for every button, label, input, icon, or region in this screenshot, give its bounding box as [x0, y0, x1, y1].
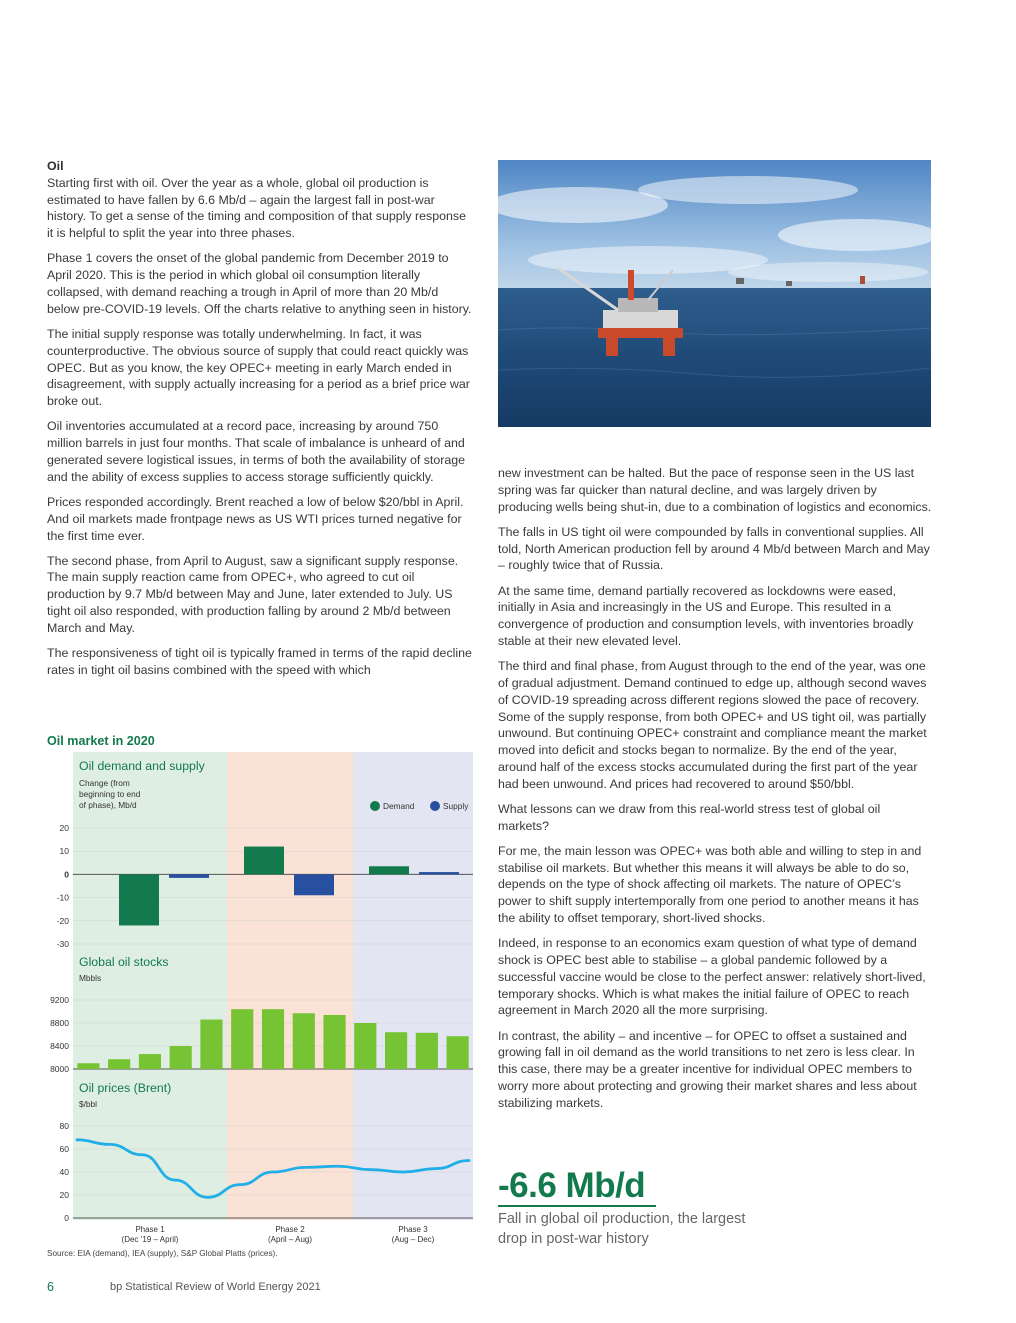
- callout-divider: [498, 1205, 656, 1207]
- panel-title: Oil prices (Brent): [79, 1081, 172, 1095]
- y-tick-label: 60: [59, 1144, 69, 1154]
- y-tick-label: 0: [64, 869, 69, 880]
- x-tick-label: Phase 1: [135, 1225, 165, 1234]
- paragraph: At the same time, demand partially recovered as lockdowns were eased, initially in Asia and increasingly in the US and Europe. This resulted in a convergence of production and consumption levels, with inventories broadly stable at their new elevated level.: [498, 583, 914, 648]
- y-tick-label: 0: [64, 1213, 69, 1223]
- bar-stocks: [447, 1036, 469, 1069]
- paragraph: Oil inventories accumulated at a record pace, increasing by around 750 million barrels in just four months. That scale of imbalance is unheard of and generated severe logistical issues, in terms of both the availability of storage and the ability of excess supplies to access storage sufficiently quickly.: [47, 419, 466, 484]
- paragraph: new investment can be halted. But the pace of response seen in the US last spring was far quicker than natural decline, and was largely driven by producing wells being shut-in, due to a combination of logistics and economics.: [498, 466, 932, 514]
- bar-stocks: [108, 1059, 130, 1069]
- x-tick-label: Phase 3: [398, 1225, 428, 1234]
- y-tick-label: -30: [56, 939, 69, 949]
- bar-demand: [119, 874, 159, 925]
- y-tick-label: -20: [56, 915, 69, 926]
- phase-band: [73, 752, 227, 1220]
- paragraph: The responsiveness of tight oil is typically framed in terms of the rapid decline rates in tight oil basins combined with the speed with which: [47, 646, 472, 677]
- footer-title: bp Statistical Review of World Energy 2021: [110, 1281, 321, 1293]
- callout-number: -6.6 Mb/d: [498, 1166, 646, 1205]
- bar-demand: [369, 866, 409, 874]
- right-column: [498, 465, 933, 1120]
- section-heading: Oil: [47, 159, 64, 173]
- panel-title: Oil demand and supply: [79, 759, 205, 773]
- paragraph: The second phase, from April to August, saw a significant supply response. The main supply reaction came from OPEC+, who agreed to cut oil production by 9.7 Mb/d between May and June, later extended to July. US tight oil also responded, with production falling by around 2 Mb/d between March and May.: [47, 553, 459, 635]
- y-tick-label: 10: [59, 846, 69, 857]
- paragraph: For me, the main lesson was OPEC+ was both able and willing to step in and stabilise oil markets. But whether this means it will always be able to do so, depends on the type of shock affecting oil markets. The nature of OPEC’s power to shift supply intertemporally from one period to another means it has the ability to offset temporary, short-lived shocks.: [498, 843, 922, 926]
- chart-title: Oil market in 2020: [47, 734, 155, 748]
- axis-label: $/bbl: [79, 1099, 97, 1109]
- y-tick-label: 8800: [50, 1018, 69, 1028]
- chart-source: Source: EIA (demand), IEA (supply), S&P Global Platts (prices).: [47, 1249, 278, 1258]
- legend-supply-label: Supply: [443, 801, 469, 811]
- paragraph: What lessons can we draw from this real-world stress test of global oil markets?: [498, 801, 881, 833]
- bar-stocks: [323, 1015, 345, 1069]
- x-tick-sublabel: (April – Aug): [267, 1235, 313, 1244]
- y-tick-label: 8400: [50, 1041, 69, 1051]
- left-column: [47, 158, 472, 687]
- bar-stocks: [354, 1023, 376, 1069]
- paragraph: Phase 1 covers the onset of the global pandemic from December 2019 to April 2020. This is the period in which global oil consumption literally collapsed, with demand reaching a trough in April of more than 20 Mb/d below pre-COVID-19 levels. Off the charts relative to anything seen in history.: [47, 251, 472, 316]
- paragraph: Indeed, in response to an economics exam question of what type of demand shock is OPEC best able to stabilise – a global pandemic followed by a successful vaccine would be close to the perfect answer: relatively short-lived, temporary shocks. Which is what makes the initial failure of OPEC to reach agreement in March 2020 all the more surprising.: [498, 936, 926, 1018]
- axis-label-line: of phase), Mb/d: [79, 800, 137, 810]
- bar-stocks: [231, 1009, 253, 1069]
- phase-band: [353, 752, 473, 1220]
- bar-stocks: [293, 1013, 315, 1069]
- axis-label-line: beginning to end: [79, 789, 141, 799]
- oil-market-chart: [47, 732, 477, 1272]
- y-tick-label: 9200: [50, 995, 69, 1005]
- y-tick-label: 80: [59, 1121, 69, 1131]
- axis-label: Mbbls: [79, 973, 102, 983]
- x-tick-sublabel: (Dec ’19 – April): [121, 1235, 179, 1244]
- bar-stocks: [77, 1063, 99, 1069]
- paragraph: Starting first with oil. Over the year as a whole, global oil production is estimated to have fallen by 6.6 Mb/d – again the largest fall in post-war history. To get a sense of the timing and composition of that supply response it is helpful to split the year into three phases.: [47, 175, 466, 241]
- legend-demand-marker: [370, 801, 380, 811]
- callout-caption: Fall in global oil production, the largest drop in post-war history: [498, 1211, 746, 1247]
- x-tick-label: Phase 2: [275, 1225, 305, 1234]
- bar-stocks: [200, 1020, 222, 1069]
- offshore-oil-platform-photo: [498, 160, 931, 427]
- x-tick-sublabel: (Aug – Dec): [391, 1235, 435, 1244]
- paragraph: The initial supply response was totally underwhelming. In fact, it was counterproductive. The obvious source of supply that could react quickly was OPEC. But as you know, the key OPEC+ meeting in early March ended in disagreement, with supply actually increasing for a period as a brief price war broke out.: [47, 326, 470, 409]
- bar-supply: [419, 872, 459, 874]
- paragraph: The falls in US tight oil were compounded by falls in conventional supplies. All told, North American production fell by around 4 Mb/d between March and May – roughly twice that of Russia.: [498, 524, 930, 573]
- y-tick-label: 8000: [50, 1064, 69, 1074]
- bar-stocks: [139, 1054, 161, 1069]
- panel-title: Global oil stocks: [79, 955, 169, 969]
- bar-stocks: [170, 1046, 192, 1069]
- y-tick-label: 20: [59, 823, 69, 833]
- bar-stocks: [416, 1033, 438, 1069]
- legend-demand-label: Demand: [383, 801, 415, 811]
- legend-supply-marker: [430, 801, 440, 811]
- bar-demand: [244, 847, 284, 875]
- paragraph: The third and final phase, from August through to the end of the year, was one of gradual adjustment. Demand continued to edge up, although second waves of COVID-19 spreading across different regions slowed the pace of recovery. Some of the supply response, from both OPEC+ and US tight oil, was partially unwound. But continuing OPEC+ constraint and compliance meant the market moved into deficit and stocks began to normalize. By the end of the year, around half of the excess stocks accumulated during the first part of the year had been unwound. And prices had recovered to around $50/bbl.: [498, 659, 927, 791]
- y-tick-label: 40: [59, 1167, 69, 1177]
- page-number: 6: [47, 1280, 54, 1294]
- paragraph: Prices responded accordingly. Brent reached a low of below $20/bbl in April. And oil markets made frontpage news as US WTI prices turned negative for the first time ever.: [47, 494, 464, 543]
- phase-band: [227, 752, 353, 1220]
- chart-canvas: [47, 732, 477, 1247]
- paragraph: In contrast, the ability – and incentive – for OPEC to offset a sustained and growing fall in oil demand as the world transitions to net zero is less clear. In this case, there may be a greater incentive for individual OPEC members to worry more about protecting and growing their market shares and less about stabilizing markets.: [498, 1028, 917, 1110]
- bar-stocks: [262, 1009, 284, 1069]
- bar-supply: [169, 874, 209, 877]
- axis-label-line: Change (from: [79, 778, 130, 788]
- y-tick-label: -10: [56, 892, 69, 903]
- bar-stocks: [385, 1032, 407, 1069]
- bar-supply: [294, 874, 334, 895]
- y-tick-label: 20: [59, 1190, 69, 1200]
